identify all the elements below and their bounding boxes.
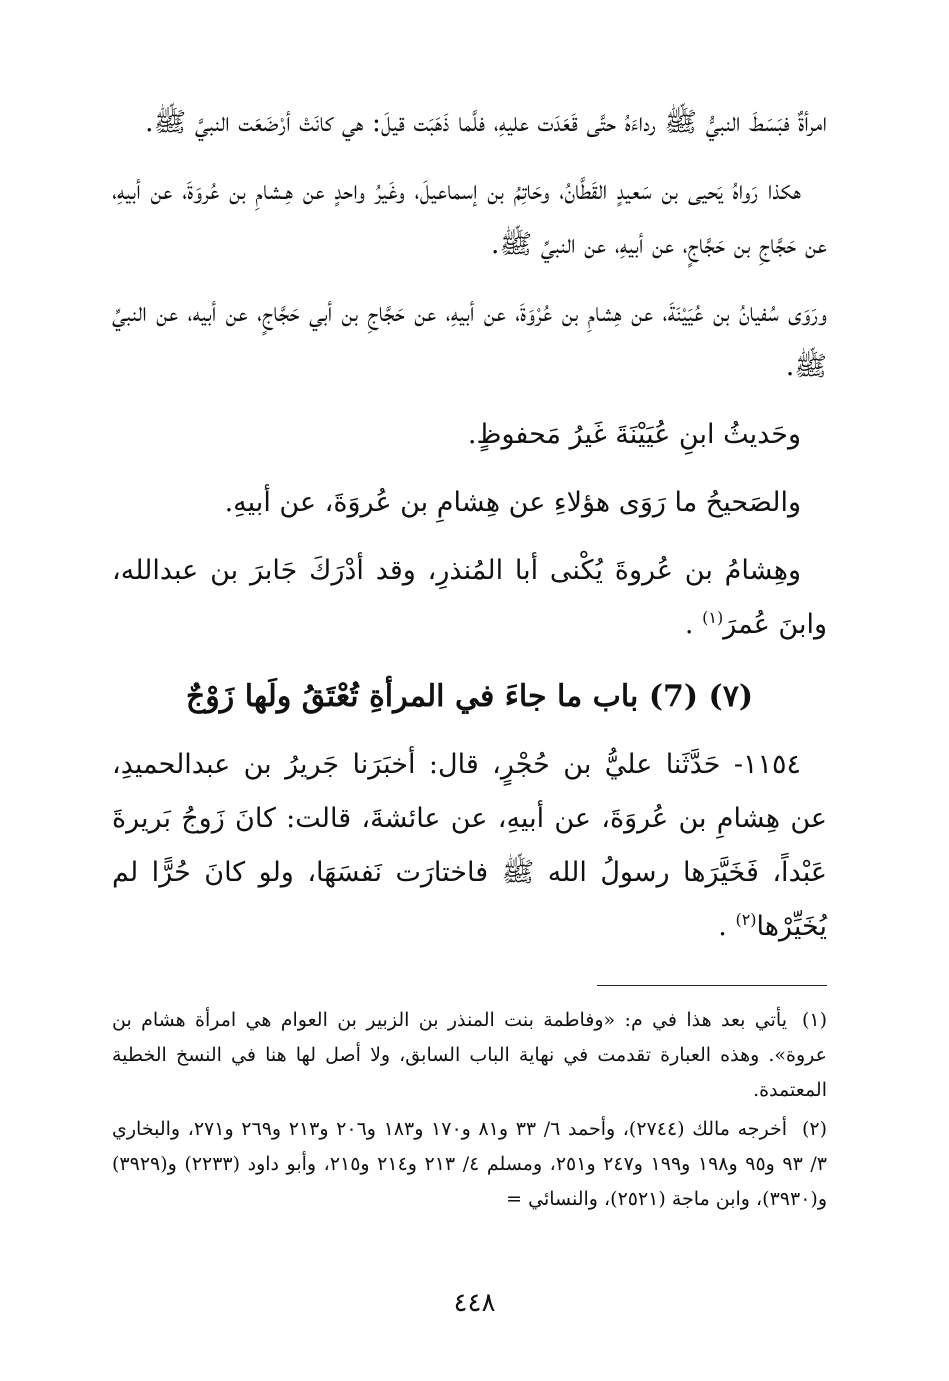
paragraph-6: [112, 544, 827, 652]
paragraph-3: ورَوَى سُفيانُ بن عُيَيْنَةَ، عن هِشامِ بن عُرْوَةَ، عن أبيهِ، عن حَجَّاجِ بن أبي حَجَّاجٍ، عن أبيه، عن النبيِّ ﷺ.: [112, 297, 827, 382]
footnote-1-text: يأتي بعد هذا في م: «وفاطمة بنت المنذر بن الزبير بن العوام هي امرأة هشام بن عروة». وهذه العبارة تقدمت في نهاية الباب السابق، ولا أصل لها هنا في النسخ الخطية المعتمدة.: [112, 1009, 827, 1101]
paragraph-1: امرأةٌ فبَسَطَ النبيُّ ﷺ رداءَهُ حتَّى قَعَدَت عليهِ، فلَّما ذَهَبَت قيلَ: هي كانَتْ أرْضَعَت النبيَّ ﷺ.: [145, 107, 827, 138]
hadith-end: .: [718, 911, 727, 942]
footnotes: [112, 1003, 827, 1221]
paragraph-4: وحَديثُ ابنِ عُيَيْنَةَ غَيرُ مَحفوظٍ.: [467, 419, 801, 450]
main-text: [112, 96, 827, 968]
hadith-paragraph: [112, 738, 827, 954]
footnote-divider: [597, 985, 827, 986]
footnote-1-number: (١): [801, 1009, 827, 1031]
footnote-2-text: أخرجه مالك (٢٧٤٤)، وأحمد ٦/ ٣٣ و٨١ و١٧٠ و١٨٣ و٢٠٦ و٢١٣ و٢٦٩ و٢٧١، والبخاري ٣/ ٩٣ و٩٥ و١٩٨ و١٩٩ و٢٤٧ و٢٥١، ومسلم ٤/ ٢١٣ و٢١٤ و٢١٥، وأبو داود (٢٢٣٣) و(٣٩٢٩) و(٣٩٣٠)، وابن ماجة (٢٥٢١)، والنسائي =: [112, 1118, 828, 1210]
paragraph-6-end: .: [684, 609, 694, 640]
footnote-1: [112, 1003, 827, 1108]
footnote-2-number: (٢): [801, 1118, 828, 1140]
paragraph-6-text: وهِشامُ بن عُروةَ يُكْنى أبا المُنذرِ، وقد أدْرَكَ جَابرَ بن عبدالله، وابنَ عُمرَ: [112, 555, 827, 640]
hadith-text: ١١٥٤- حَدَّثَنا عليُّ بن حُجْرٍ، قال: أخبَرَنا جَريرُ بن عبدالحميدِ، عن هِشامِ بن عُروَةَ، عن أبيهِ، عن عائشةَ، قالت: كانَ زَوجُ بَريرةَ عَبْداً، فَخَيَّرَها رسولُ الله ﷺ فاختارَت نَفسَهَا، ولو كانَ حُرًّا لم يُخَيِّرْها: [112, 749, 827, 942]
footnote-2: [112, 1112, 827, 1217]
page-number: ٤٤٨: [453, 1288, 496, 1318]
chapter-heading: (٧) (7) باب ما جاءَ في المرأةِ تُعْتَقُ ولَها زَوْجٌ: [185, 679, 754, 714]
paragraph-2: هكذا رَواهُ يَحيى بن سَعيدٍ القَطَّانُ، وحَاتِمُ بن إسماعيلَ، وغَيرُ واحدٍ عن هِـشامِ بن عُروَةَ، عن أبيهِ، عن حَجَّاجِ بن حَجَّاجٍ، عن أبيهِ، عن النبيِّ ﷺ.: [112, 175, 827, 260]
footnote-ref-1: (١): [702, 608, 724, 627]
paragraph-5: والصَحيحُ ما رَوَى هؤلاءِ عن هِشامِ بن عُروَةَ، عن أبيهِ.: [224, 487, 801, 518]
footnote-ref-2: (٢): [735, 910, 757, 929]
